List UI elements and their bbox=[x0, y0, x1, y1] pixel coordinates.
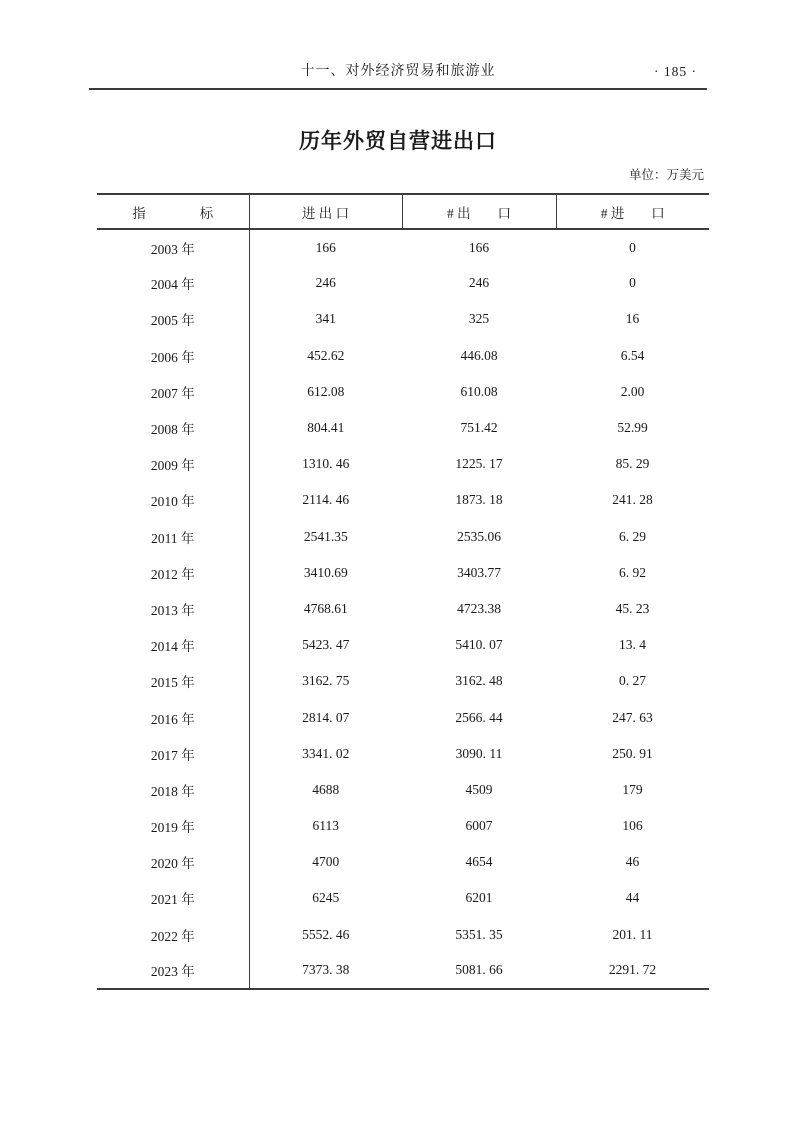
export-cell: 1873. 18 bbox=[455, 492, 503, 508]
table-row bbox=[97, 374, 709, 410]
year-cell: 2007 年 bbox=[97, 374, 249, 410]
page-content bbox=[89, 0, 707, 990]
year-cell: 2020 年 bbox=[97, 844, 249, 880]
table-row bbox=[97, 808, 709, 844]
export-cell: 2535.06 bbox=[457, 528, 501, 544]
statistics-table bbox=[97, 193, 709, 990]
import-cell: 0 bbox=[629, 275, 636, 291]
year-cell: 2011 年 bbox=[97, 519, 249, 555]
import-cell: 13. 4 bbox=[619, 637, 646, 653]
export-cell: 4509 bbox=[465, 781, 493, 797]
import-cell: 85. 29 bbox=[615, 456, 650, 472]
year-cell: 2022 年 bbox=[97, 917, 249, 953]
table-row bbox=[97, 301, 709, 337]
table-row bbox=[97, 410, 709, 446]
year-cell: 2009 年 bbox=[97, 446, 249, 482]
year-cell: 2008 年 bbox=[97, 410, 249, 446]
export-cell: 610.08 bbox=[460, 383, 498, 399]
unit-label: 单位：万美元 bbox=[628, 168, 704, 182]
export-cell: 446.08 bbox=[460, 347, 498, 363]
year-cell: 2017 年 bbox=[97, 736, 249, 772]
import-cell: 6.54 bbox=[620, 347, 645, 363]
year-cell: 2003 年 bbox=[97, 229, 249, 265]
year-cell: 2012 年 bbox=[97, 555, 249, 591]
table-row bbox=[97, 446, 709, 482]
total-cell: 5423. 47 bbox=[302, 637, 350, 653]
export-cell: 4723.38 bbox=[457, 600, 501, 616]
import-cell: 179 bbox=[622, 781, 643, 797]
column-header-export: # 出 口 bbox=[402, 194, 556, 229]
table-row bbox=[97, 338, 709, 374]
total-cell: 6113 bbox=[312, 818, 339, 834]
table-row bbox=[97, 953, 709, 989]
table-row bbox=[97, 699, 709, 735]
total-cell: 4688 bbox=[312, 781, 340, 797]
total-cell: 7373. 38 bbox=[302, 962, 350, 978]
year-cell: 2023 年 bbox=[97, 953, 249, 989]
total-cell: 341 bbox=[315, 311, 336, 327]
year-cell: 2006 年 bbox=[97, 338, 249, 374]
import-cell: 0 bbox=[629, 239, 636, 255]
total-cell: 166 bbox=[315, 239, 336, 255]
import-cell: 45. 23 bbox=[615, 600, 650, 616]
total-cell: 4700 bbox=[312, 854, 340, 870]
table-row bbox=[97, 627, 709, 663]
export-cell: 3090. 11 bbox=[455, 745, 503, 761]
export-cell: 751.42 bbox=[460, 420, 498, 436]
total-cell: 612.08 bbox=[307, 383, 345, 399]
import-cell: 241. 28 bbox=[612, 492, 653, 508]
export-cell: 6201 bbox=[465, 890, 493, 906]
table-row bbox=[97, 482, 709, 518]
table-row bbox=[97, 736, 709, 772]
import-cell: 0. 27 bbox=[619, 673, 646, 689]
export-cell: 3162. 48 bbox=[455, 673, 503, 689]
table-body bbox=[97, 229, 709, 989]
total-cell: 5552. 46 bbox=[302, 926, 350, 942]
import-cell: 46 bbox=[625, 854, 640, 870]
table-row bbox=[97, 519, 709, 555]
year-cell: 2010 年 bbox=[97, 482, 249, 518]
total-cell: 804.41 bbox=[307, 420, 345, 436]
year-cell: 2016 年 bbox=[97, 699, 249, 735]
import-cell: 6. 29 bbox=[619, 528, 646, 544]
table-row bbox=[97, 772, 709, 808]
import-cell: 44 bbox=[625, 890, 640, 906]
export-cell: 5351. 35 bbox=[455, 926, 503, 942]
year-cell: 2018 年 bbox=[97, 772, 249, 808]
total-cell: 2541.35 bbox=[303, 528, 348, 544]
table-row bbox=[97, 265, 709, 301]
export-cell: 5081. 66 bbox=[455, 962, 503, 978]
total-cell: 3162. 75 bbox=[302, 673, 350, 689]
table-title: 历年外贸自营进出口 bbox=[299, 129, 497, 153]
section-title: 十一、对外经济贸易和旅游业 bbox=[300, 64, 496, 79]
export-cell: 246 bbox=[468, 275, 490, 291]
table-row bbox=[97, 663, 709, 699]
total-cell: 3341. 02 bbox=[302, 745, 350, 761]
year-cell: 2015 年 bbox=[97, 663, 249, 699]
year-cell: 2021 年 bbox=[97, 880, 249, 916]
export-cell: 166 bbox=[468, 239, 490, 255]
table-row bbox=[97, 880, 709, 916]
total-cell: 246 bbox=[315, 275, 336, 291]
column-header-total: 进 出 口 bbox=[249, 194, 402, 229]
import-cell: 6. 92 bbox=[619, 564, 646, 580]
year-cell: 2004 年 bbox=[97, 265, 249, 301]
total-cell: 3410.69 bbox=[303, 564, 348, 580]
page-number: · 185 · bbox=[654, 64, 697, 79]
export-cell: 3403.77 bbox=[457, 564, 501, 580]
total-cell: 2114. 46 bbox=[302, 492, 350, 508]
year-cell: 2005 年 bbox=[97, 301, 249, 337]
total-cell: 1310. 46 bbox=[302, 456, 350, 472]
table-row bbox=[97, 229, 709, 265]
year-cell: 2014 年 bbox=[97, 627, 249, 663]
table-header-row bbox=[97, 194, 709, 229]
table-row bbox=[97, 591, 709, 627]
total-cell: 6245 bbox=[312, 890, 340, 906]
export-cell: 1225. 17 bbox=[455, 456, 503, 472]
export-cell: 5410. 07 bbox=[455, 637, 503, 653]
import-cell: 52.99 bbox=[617, 420, 648, 436]
table-row bbox=[97, 555, 709, 591]
export-cell: 2566. 44 bbox=[455, 709, 503, 725]
import-cell: 201. 11 bbox=[612, 926, 653, 942]
export-cell: 6007 bbox=[465, 818, 493, 834]
import-cell: 16 bbox=[625, 311, 640, 327]
import-cell: 2291. 72 bbox=[608, 962, 657, 978]
table-row bbox=[97, 917, 709, 953]
table-row bbox=[97, 844, 709, 880]
page-header bbox=[89, 62, 707, 90]
import-cell: 247. 63 bbox=[612, 709, 653, 725]
import-cell: 250. 91 bbox=[612, 745, 653, 761]
import-cell: 106 bbox=[622, 818, 643, 834]
column-header-import: # 进 口 bbox=[600, 205, 665, 221]
column-header-indicator: 指 标 bbox=[97, 194, 249, 229]
year-cell: 2013 年 bbox=[97, 591, 249, 627]
export-cell: 325 bbox=[468, 311, 490, 327]
total-cell: 4768.61 bbox=[303, 600, 348, 616]
import-cell: 2.00 bbox=[620, 383, 645, 399]
table-head bbox=[97, 194, 709, 229]
total-cell: 452.62 bbox=[307, 347, 345, 363]
export-cell: 4654 bbox=[465, 854, 493, 870]
total-cell: 2814. 07 bbox=[302, 709, 350, 725]
year-cell: 2019 年 bbox=[97, 808, 249, 844]
